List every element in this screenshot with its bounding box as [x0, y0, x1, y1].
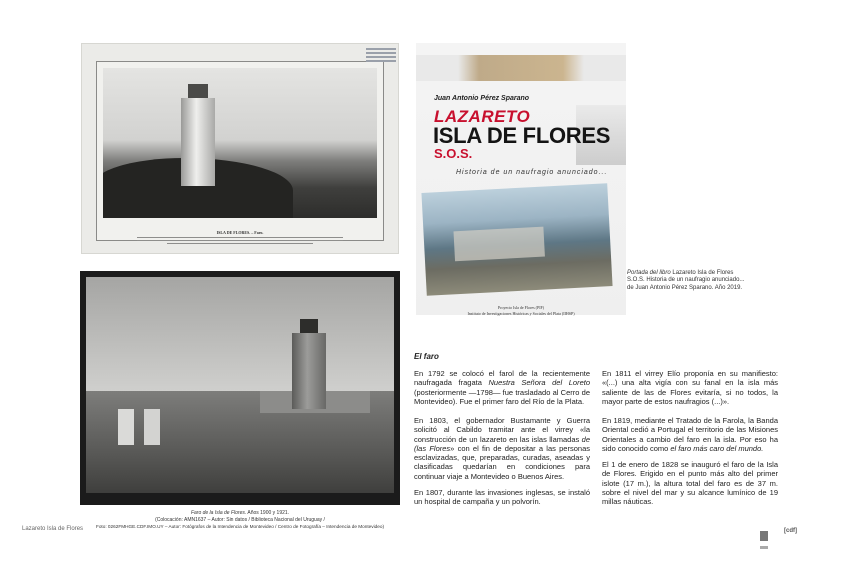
cover-ruins-image [421, 183, 612, 296]
photo-caption-line2: (Colocación: AMN1637 – Autor: Sin datos / Biblioteca Nacional del Uruguay / [155, 517, 325, 523]
cover-caption: Portada del libro Lazareto Isla de Flores S.O.S. Historia de un naufragio anunciado... de Juan Antonio Pérez Sparano. Año 2019. [627, 270, 745, 291]
cdf-logo-icon: [cdf] [784, 528, 797, 534]
cover-title-isla: ISLA DE FLORES [433, 123, 611, 148]
postcard-frame [96, 61, 384, 241]
photo-caption-line1: Faro de la Isla de Flores. Años 1900 y 1921. [190, 510, 290, 516]
cover-title-sos: S.O.S. [434, 146, 473, 161]
paragraph-1792: En 1792 se colocó el farol de la recientemente naufragada fragata Nuestra Señora del Loreto (posteriormente —1798— fue trasladado al Cerro de Montevideo). Fue el primer faro del Río de la Plata. [414, 369, 590, 406]
paragraph-1811: En 1811 el virrey Elío proponía en su manifiesto: «(...) una alta vigía con su fanal en la isla más saliente de las de Flores evitaría, si no todos, la mayor parte de estos naufragios (...)». [602, 369, 778, 406]
book-cover [416, 43, 626, 315]
lighthouse-tower [292, 333, 326, 409]
photo-caption-line3: Foto: 0262FMHGE.CDF.IMO.UY – Autor: Fotógrafos de la Intendencia de Montevideo / Centro de Fotografía – Intendencia de Montevideo) [95, 524, 385, 529]
cover-author: Juan Antonio Pérez Sparano [434, 95, 530, 102]
section-heading: El faro [414, 352, 439, 361]
cover-panorama-strip [416, 55, 626, 81]
footer-title: Lazareto Isla de Flores [22, 526, 84, 532]
archive-stamp [366, 46, 396, 68]
cover-credit-1: Proyecto Isla de Flores (PIF) [497, 305, 545, 310]
cover-credit-2: Instituto de Investigaciones Históricas y Sociales del Plata (IIHSP) [467, 311, 575, 316]
paragraph-1807: En 1807, durante las invasiones inglesas, se instaló un hospital de campaña y un polvorín. [414, 488, 590, 507]
cover-subtitle: Historia de un naufragio anunciado... [456, 169, 608, 176]
postcard-title: ISLA DE FLORES. – Faro. [216, 230, 264, 235]
paragraph-1803: En 1803, el gobernador Bustamante y Guerra solicitó al Cabildo tramitar ante el virrey «la construcción de un lazareto en las islas llamadas de (las Flores» con el fin de depositar a las personas esclavizadas, que, preparadas, curadas, aseadas y clasificadas quedarían en condiciones para continuar viaje a Montevideo o Buenos Aires. [414, 416, 590, 481]
paragraph-1819: En 1819, mediante el Tratado de la Farola, la Banda Oriental cedió a Portugal el territorio de las Misiones Orientales a cambio del faro en la isla. Por eso ha sido conocido como el faro más caro del mundo. [602, 416, 778, 453]
paragraph-1828: El 1 de enero de 1828 se inauguró el faro de la Isla de Flores. Erigido en el punto más alto del primer islote (17 m.), la altura total del faro es de 37 m. sobre el nivel del mar y su alcance lumínico de 19 millas náuticas. [602, 460, 778, 507]
lighthouse-postcard-image [103, 68, 377, 218]
institution-logo-icon [760, 528, 778, 540]
postcard-photo [81, 43, 399, 254]
cover-title-lazareto: LAZARETO [434, 107, 531, 126]
lighthouse-photo [80, 271, 400, 505]
